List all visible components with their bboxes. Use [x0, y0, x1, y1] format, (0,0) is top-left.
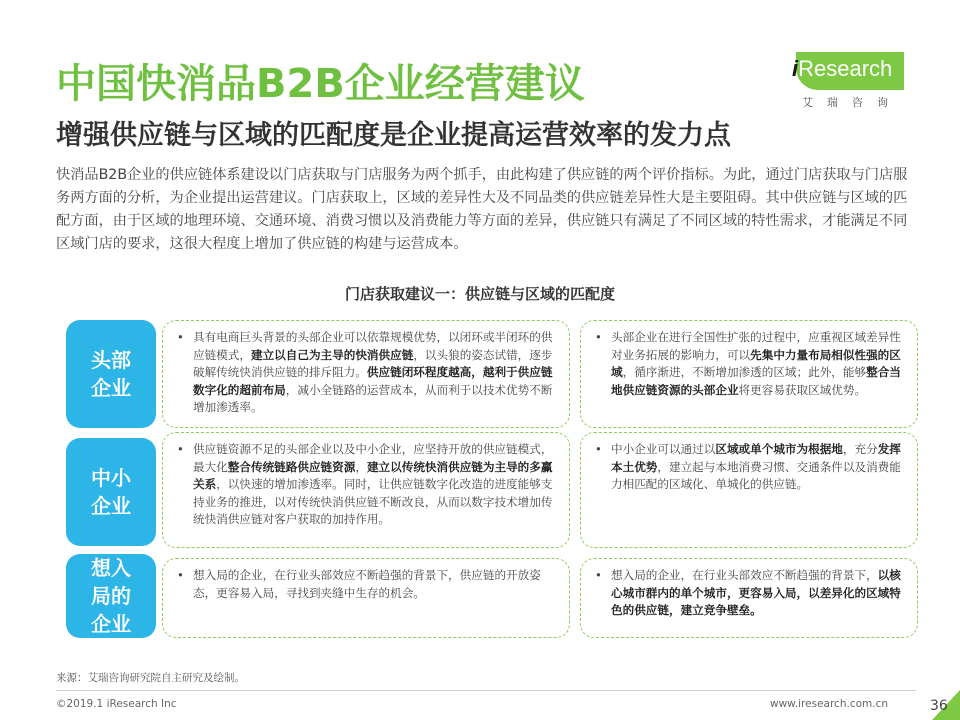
card-text	[193, 329, 557, 417]
card-text-segment: ，以快速的增加渗透率。同时，让供应链数字化改造的进度能够支持业务的推进，以对传统快消供应链不断改良，从而以数字技术增加传统快消供应链对客户获取的加持作用。	[193, 477, 553, 526]
page-number-text: 36	[930, 698, 948, 714]
card-text	[611, 441, 905, 494]
card-text	[193, 441, 557, 529]
source-note: 来源：艾瑞咨询研究院自主研究及绘制。	[56, 672, 245, 684]
bullet-icon: •	[595, 568, 602, 582]
card-text-bold: 建立以自己为主导的快消供应链	[250, 347, 414, 362]
card-text-segment: 供应链资源不足的头部企业以及中小企业，应坚持开放的供应链模式，最大化	[193, 442, 553, 474]
card-text-bold: 以核心城市群内的单个城市，更容易入局，以差异化的区域特色的供应链，建立竞争壁垒。	[611, 568, 901, 617]
card-sme-strategy-b	[580, 432, 918, 548]
card-text-segment: 头部企业在进行全国性扩张的过程中，应重视区域差异性对业务拓展的影响力，可以	[611, 330, 901, 362]
card-text-bold: 整合当地供应链资源的头部企业	[611, 365, 901, 397]
card-head-enterprise-strategy-a	[162, 320, 570, 428]
card-new-entrant-strategy-b	[580, 558, 918, 638]
card-text-segment: ，循序渐进，不断增加渗透的区域；此外，能够	[622, 365, 867, 379]
card-text	[611, 329, 905, 399]
intro-paragraph: 快消品B2B企业的供应链体系建设以门店获取与门店服务为两个抓手，由此构建了供应链的两个评价指标。为此，通过门店获取与门店服务两方面的分析，为企业提出运营建议。门店获取上，区域的差异性大及不同品类的供应链差异性大是主要阻碍。其中供应链与区域的匹配方面，由于区域的地理环境、交通环境、消费习惯以及消费能力等方面的差异，供应链只有满足了不同区域的特性需求，才能满足不同区域门店的要求，这很大程度上增加了供应链的构建与运营成本。	[56, 167, 908, 252]
bullet-icon: •	[177, 330, 184, 344]
bullet-icon: •	[595, 330, 602, 344]
card-text-bold: 发挥本土优势	[611, 442, 901, 474]
card-text-segment: ，充分	[842, 442, 878, 456]
page-title: 中国快消品B2B企业经营建议	[56, 61, 585, 107]
card-text-segment: 中小企业可以通过以	[611, 442, 716, 456]
page-number	[924, 690, 960, 720]
label-new-entrant: 想入局的企业	[66, 554, 156, 638]
card-text-segment: 具有电商巨头背景的头部企业可以依靠规模优势，以闭环或半闭环的供应链模式，	[193, 330, 553, 362]
card-text-bold: 先集中力量布局相似性强的区域	[611, 347, 901, 379]
bullet-icon: •	[595, 442, 602, 456]
label-sme: 中小企业	[66, 438, 156, 546]
copyright: ©2019.1 iResearch Inc	[56, 698, 177, 710]
card-text-segment: 想入局的企业，在行业头部效应不断趋强的背景下，供应链的开放姿态，更容易入局，寻找到夹缝中生存的机会。	[193, 568, 541, 600]
page-subtitle: 增强供应链与区域的匹配度是企业提高运营效率的发力点	[56, 120, 731, 151]
card-text-bold: 供应链闭环程度越高，越利于供应链数字化的超前布局	[193, 365, 553, 397]
card-text-segment: ，	[355, 459, 367, 474]
section-title: 门店获取建议一：供应链与区域的匹配度	[344, 285, 615, 303]
bullet-icon: •	[177, 442, 184, 456]
label-head-enterprise: 头部企业	[66, 320, 156, 428]
logo-chinese-name: 艾瑞咨询	[802, 96, 902, 109]
card-text-bold: 建立以传统快消供应链为主导的多赢关系	[193, 459, 553, 491]
card-text	[611, 567, 905, 620]
card-text-bold: 整合传统链路供应链资源	[227, 459, 356, 474]
card-text-segment: ，减小全链路的运营成本，从而利于以技术优势不断增加渗透率。	[193, 382, 553, 414]
website-link[interactable]: www.iresearch.com.cn	[770, 698, 889, 710]
card-new-entrant-strategy-a	[162, 558, 570, 638]
card-head-enterprise-strategy-b	[580, 320, 918, 428]
card-text-segment: 想入局的企业，在行业头部效应不断趋强的背景下，	[611, 568, 878, 582]
card-text-bold: 区域或单个城市为根据地	[715, 442, 843, 456]
logo-wordmark: iResearch	[792, 56, 893, 81]
card-sme-strategy-a	[162, 432, 570, 548]
iresearch-logo	[780, 52, 910, 110]
card-text	[193, 567, 557, 602]
card-text-segment: 将更容易获取区域优势。	[738, 382, 867, 397]
footer-divider	[56, 690, 916, 691]
card-text-segment: ，建立起与本地消费习惯、交通条件以及消费能力相匹配的区域化、单城化的供应链。	[611, 459, 901, 491]
bullet-icon: •	[177, 568, 184, 582]
card-text-segment: ，以头狼的姿态试错，逐步破解传统快消供应链的排斥阻力。	[193, 347, 553, 379]
